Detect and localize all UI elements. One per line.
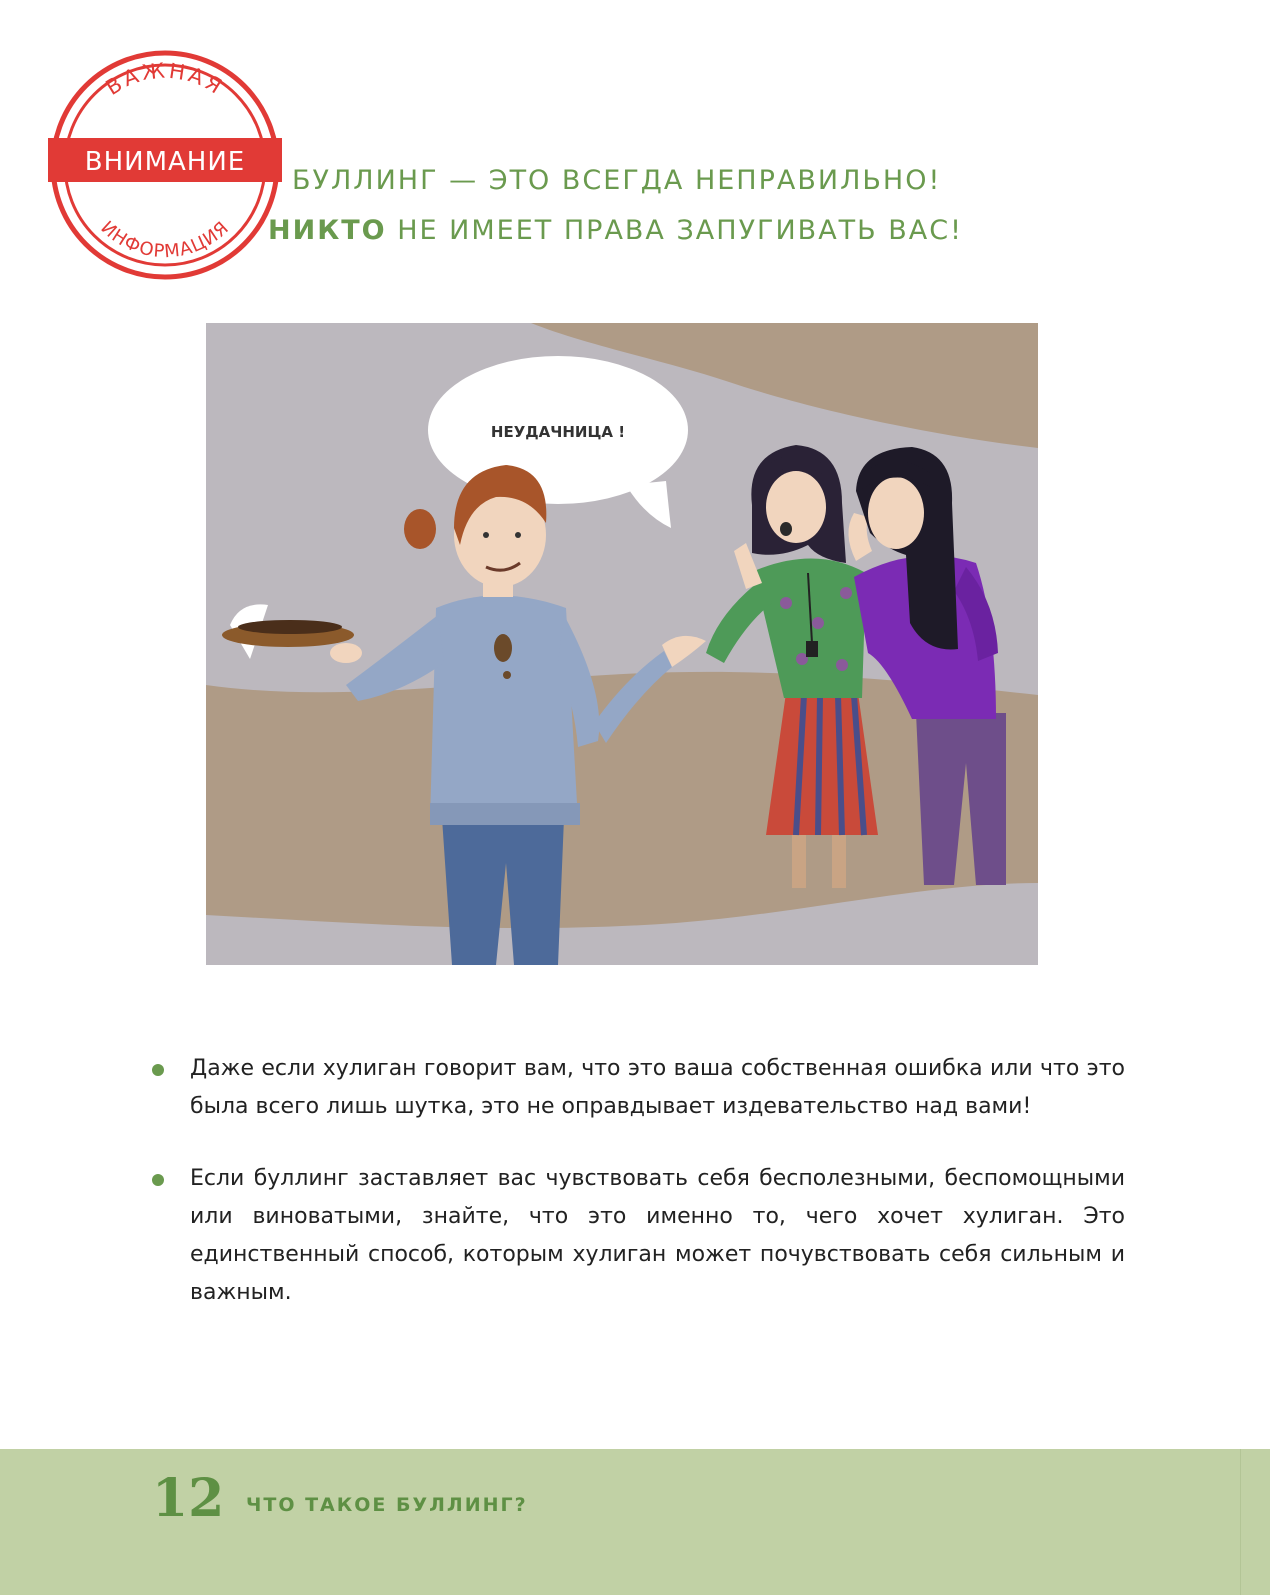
stamp-band-text: ВНИМАНИЕ: [84, 147, 246, 177]
bullet-text: Если буллинг заставляет вас чувствовать себя бесполезными, беспомощными или виноватыми, знайте, что это именно то, чего хочет хулиган. Это единственный способ, которым хулиган может почувствовать себя сильным и важным.: [190, 1166, 1125, 1305]
headline-line-2: [268, 206, 1028, 256]
headline-strong-word: НИКТО: [268, 215, 387, 246]
page-number: 12: [152, 1468, 225, 1529]
headline-line-2-rest: НЕ ИМЕЕТ ПРАВА ЗАПУГИВАТЬ ВАС!: [386, 215, 963, 246]
page-footer: [0, 1449, 1270, 1595]
list-item: [150, 1050, 1125, 1126]
headline: [268, 156, 1028, 256]
bullet-list: [150, 1050, 1125, 1346]
stamp-top-text: ВАЖНАЯ: [101, 58, 229, 101]
bullet-marker: [152, 1174, 164, 1186]
list-item: [150, 1160, 1125, 1312]
bullet-marker: [152, 1064, 164, 1076]
speech-bubble-text: НЕУДАЧНИЦА !: [490, 423, 626, 441]
bullet-text: Даже если хулиган говорит вам, что это ваша собственная ошибка или что это была всего лишь шутка, это не оправдывает издевательство над вами!: [190, 1056, 1125, 1119]
headline-line-1: БУЛЛИНГ — ЭТО ВСЕГДА НЕПРАВИЛЬНО!: [292, 165, 942, 196]
bullying-illustration: [206, 323, 1038, 965]
attention-stamp: [46, 46, 284, 284]
section-title: ЧТО ТАКОЕ БУЛЛИНГ?: [246, 1494, 528, 1516]
svg-text:ИНФОРМАЦИЯ: [97, 217, 234, 262]
stamp-bottom-text: ИНФОРМАЦИЯ: [96, 217, 234, 263]
footer-divider: [1240, 1449, 1241, 1595]
